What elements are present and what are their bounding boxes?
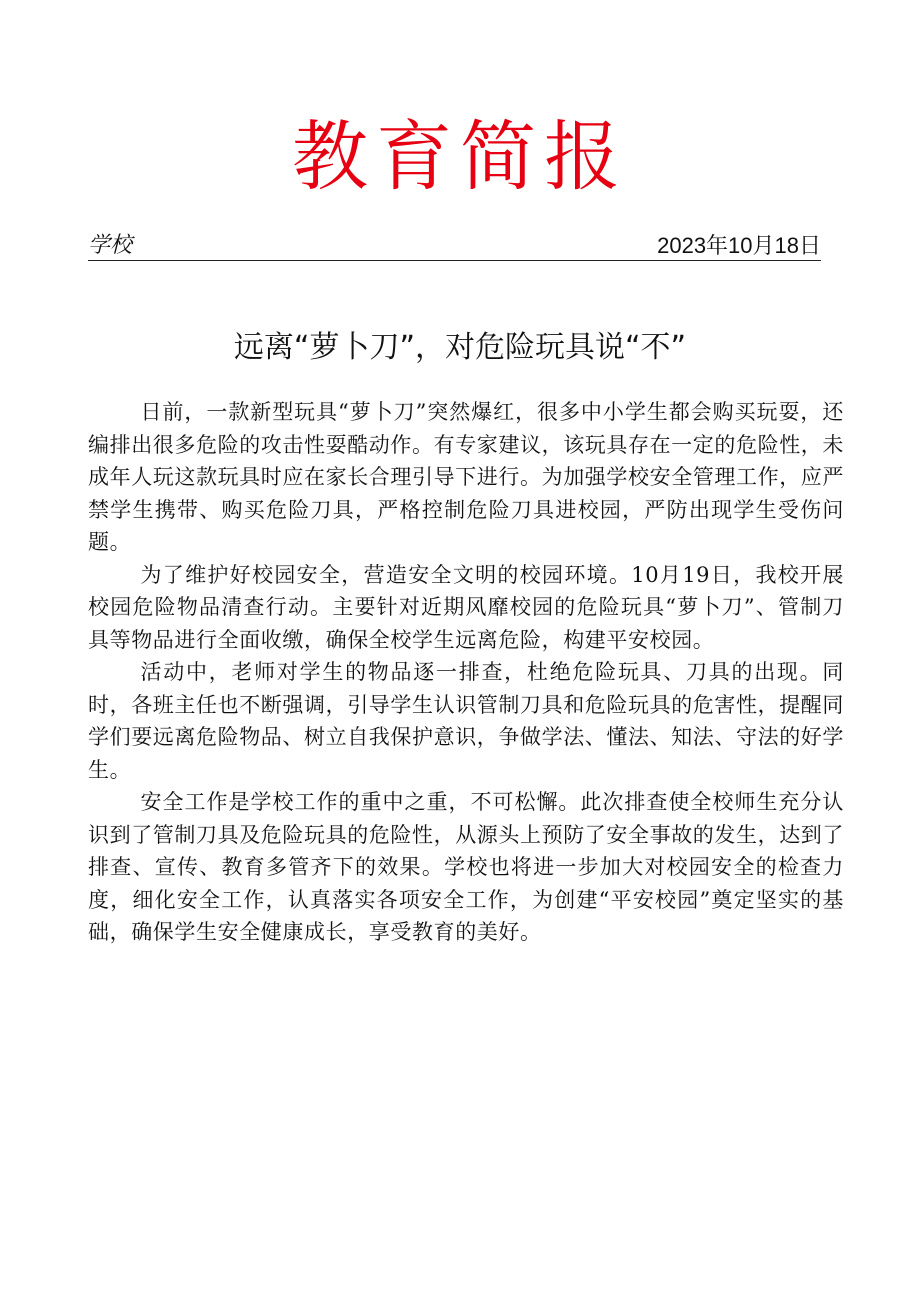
- article-headline: 远离“萝卜刀”，对危险玩具说“不”: [233, 330, 687, 365]
- article-paragraph: 安全工作是学校工作的重中之重，不可松懈。此次排查使全校师生充分认识到了管制刀具及危险玩具的危险性，从源头上预防了安全事故的发生，达到了排查、宣传、教育多管齐下的效果。学校也将进一步加大对校园安全的检查力度，细化安全工作，认真落实各项安全工作，为创建“平安校园”奠定坚实的基础，确保学生安全健康成长，享受教育的美好。: [88, 790, 844, 944]
- newsletter-masthead-title: 教育简报: [292, 112, 628, 201]
- school-date-bar: [88, 232, 821, 261]
- issue-date: 2023年10月18日: [657, 233, 821, 258]
- article-body: [88, 396, 844, 949]
- article-paragraph: 活动中，老师对学生的物品逐一排查，杜绝危险玩具、刀具的出现。同时，各班主任也不断强调，引导学生认识管制刀具和危险玩具的危害性，提醒同学们要远离危险物品、树立自我保护意识，争做学法、懂法、知法、守法的好学生。: [88, 660, 844, 782]
- article-paragraph: 日前，一款新型玩具“萝卜刀”突然爆红，很多中小学生都会购买玩耍，还编排出很多危险的攻击性耍酷动作。有专家建议，该玩具存在一定的危险性，未成年人玩这款玩具时应在家长合理引导下进行。为加强学校安全管理工作，应严禁学生携带、购买危险刀具，严格控制危险刀具进校园，严防出现学生受伤问题。: [88, 400, 844, 554]
- article-paragraph: 为了维护好校园安全，营造安全文明的校园环境。10月19日，我校开展校园危险物品清查行动。主要针对近期风靡校园的危险玩具“萝卜刀”、管制刀具等物品进行全面收缴，确保全校学生远离危险，构建平安校园。: [88, 562, 844, 652]
- school-label: 学校: [88, 233, 133, 258]
